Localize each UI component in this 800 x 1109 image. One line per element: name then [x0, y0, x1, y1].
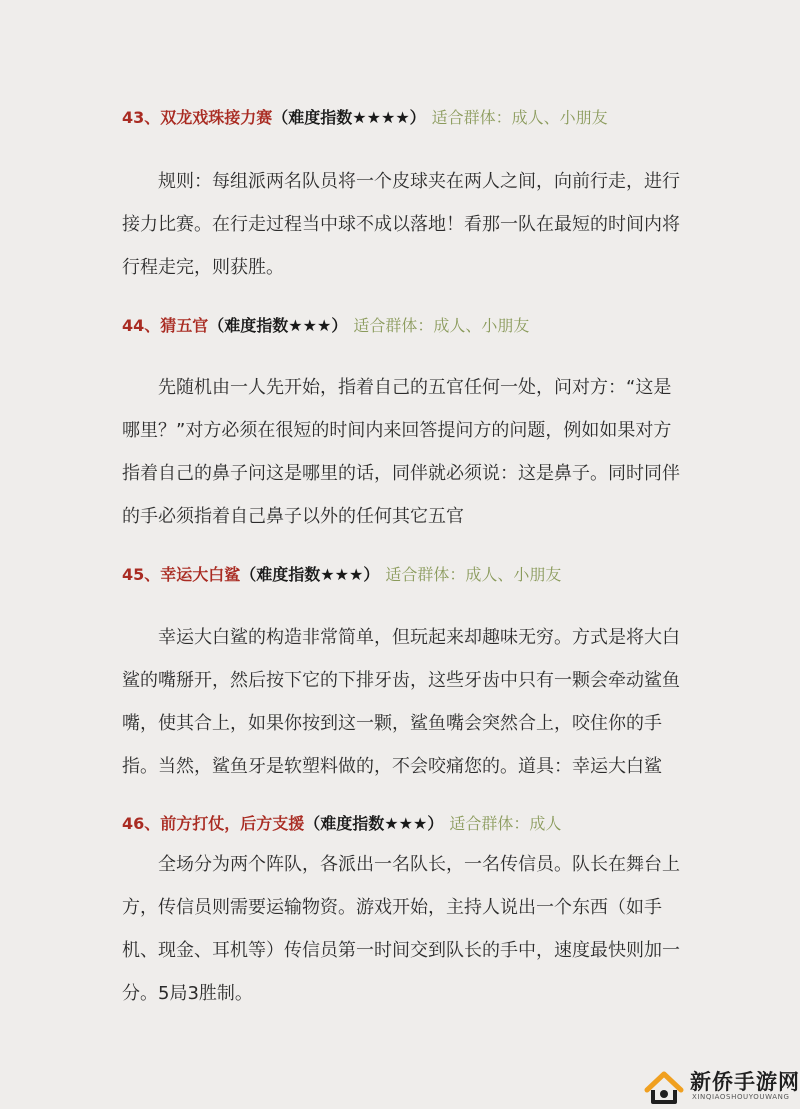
section-title: 46、前方打仗，后方支援: [122, 814, 305, 833]
section-title: 45、幸运大白鲨: [122, 565, 241, 584]
section-heading-43: [122, 106, 608, 130]
house-logo-icon: [644, 1068, 684, 1108]
section-heading-44: [122, 314, 529, 338]
audience-label: 适合群体：成人、小朋友: [431, 108, 608, 127]
audience-label: 适合群体：成人: [449, 814, 562, 833]
section-title: 43、双龙戏珠接力赛: [122, 108, 273, 127]
section-heading-46: [122, 812, 561, 836]
section-body-44: 先随机由一人先开始，指着自己的五官任何一处，问对方：“这是哪里？”对方必须在很短的时间内来回答提问方的问题，例如如果对方指着自己的鼻子问这是哪里的话，同伴就必须说：这是鼻子。同时同伴的手必须指着自己鼻子以外的任何其它五官: [122, 377, 680, 527]
difficulty-rating: （难度指数★★★）: [240, 565, 380, 584]
section-body-43: 规则：每组派两名队员将一个皮球夹在两人之间，向前行走，进行接力比赛。在行走过程当中球不成以落地！看那一队在最短的时间内将行程走完，则获胜。: [122, 171, 680, 278]
audience-label: 适合群体：成人、小朋友: [353, 316, 530, 335]
section-title: 44、猜五官: [122, 316, 209, 335]
difficulty-rating: （难度指数★★★★）: [272, 108, 426, 127]
audience-label: 适合群体：成人、小朋友: [385, 565, 562, 584]
section-body-45: 幸运大白鲨的构造非常简单，但玩起来却趣味无穷。方式是将大白鲨的嘴掰开，然后按下它的下排牙齿，这些牙齿中只有一颗会牵动鲨鱼嘴，使其合上，如果你按到这一颗，鲨鱼嘴会突然合上，咬住你的手指。当然，鲨鱼牙是软塑料做的，不会咬痛您的。道具：幸运大白鲨: [122, 627, 680, 777]
section-body-46: 全场分为两个阵队，各派出一名队长，一名传信员。队长在舞台上方，传信员则需要运输物资。游戏开始，主持人说出一个东西（如手机、现金、耳机等）传信员第一时间交到队长的手中，速度最快则加一分。5局3胜制。: [122, 854, 680, 1004]
site-watermark: [640, 1062, 800, 1109]
difficulty-rating: （难度指数★★★）: [208, 316, 348, 335]
watermark-name: 新侨手游网: [690, 1070, 800, 1094]
section-heading-45: [122, 563, 561, 587]
difficulty-rating: （难度指数★★★）: [304, 814, 444, 833]
watermark-pinyin: XINQIAOSHOUYOUWANG: [692, 1093, 790, 1101]
